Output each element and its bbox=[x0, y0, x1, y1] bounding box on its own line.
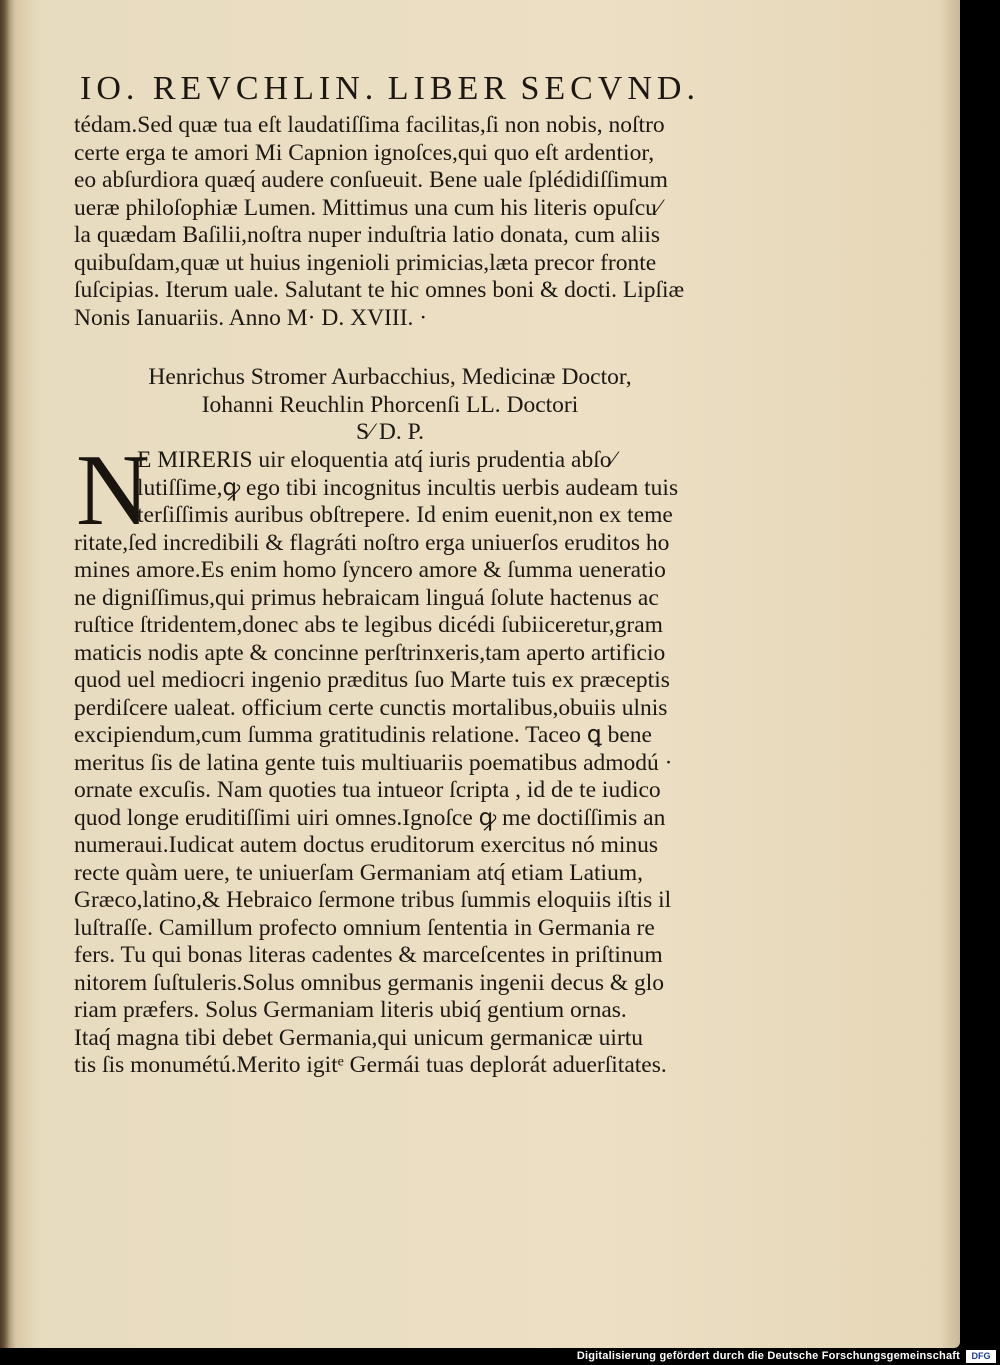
text-line: tis ſis monumétú.Merito igitᵉ Germái tuas deplorát aduerſitates. bbox=[74, 1052, 667, 1078]
text-line: luſtraſſe. Camillum profecto omnium ſententia in Germania re bbox=[74, 914, 655, 941]
text-line: mines amore.Es enim homo ſyncero amore & ſumma ueneratio bbox=[74, 557, 666, 583]
text-line: la quædam Baſilii,noſtra nuper induſtria latio donata, cum aliis bbox=[74, 222, 661, 248]
text-line: eo abſurdiora quæq́ audere conſueuit. Bene uale ſplédidiſſimum bbox=[74, 167, 668, 193]
text-line: tédam.Sed quæ tua eſt laudatiſſima facilitas,ſi non nobis, noſtro bbox=[74, 112, 665, 138]
letter-heading bbox=[110, 364, 670, 447]
text-line: perdiſcere ualeat. officium certe cunctis mortalibus,obuiis ulnis bbox=[74, 694, 668, 721]
page-edge-shadow bbox=[938, 0, 960, 1348]
text-line: quibuſdam,quæ ut huius ingenioli primicias,læta precor fronte bbox=[74, 249, 657, 276]
text-line: ne digniſſimus,qui primus hebraicam linguá ſolute hactenus ac bbox=[74, 584, 659, 611]
funding-notice: Digitalisierung gefördert durch die Deutsche Forschungsgemeinschaft bbox=[576, 1350, 960, 1362]
dfg-logo: DFG bbox=[966, 1350, 996, 1363]
text-line: lutiſſime,ꝙ ego tibi incognitus incultis uerbis audeam tuis bbox=[137, 474, 679, 501]
header-book-number: SECVND. bbox=[520, 70, 700, 107]
text-line: ſuſcipias. Iterum uale. Salutant te hic omnes boni & docti. Lipſiæ bbox=[74, 277, 685, 303]
text-line: recte quàm uere, te uniuerſam Germaniam atq́ etiam Latium, bbox=[74, 859, 643, 886]
text-line: maticis nodis apte & concinne perſtrinxeris,tam aperto artificio bbox=[74, 639, 666, 666]
text-line: numeraui.Iudicat autem doctus eruditorum exercitus nó minus bbox=[74, 832, 659, 858]
heading-line: Henrichus Stromer Aurbacchius, Medicinæ Doctor, bbox=[148, 364, 632, 390]
running-header bbox=[80, 70, 700, 108]
text-line: ornate excuſis. Nam quoties tua intueor ſcripta , id de te iudico bbox=[74, 777, 661, 803]
letter-ending bbox=[74, 112, 714, 332]
header-liber: LIBER bbox=[387, 70, 511, 107]
text-line: ruſtice ſtridentem,donec abs te legibus dicédi ſubiiceretur,gram bbox=[74, 612, 663, 638]
text-line: ueræ philoſophiæ Lumen. Mittimus una cum his literis opuſcu⁄ bbox=[74, 194, 661, 221]
text-line: quod uel mediocri ingenio præditus ſuo Marte tuis ex præceptis bbox=[74, 667, 670, 693]
heading-line: Iohanni Reuchlin Phorcenſi LL. Doctori bbox=[201, 391, 579, 418]
text-line: Nonis Ianuariis. Anno M· D. XVIII. · bbox=[74, 304, 428, 331]
text-line: quod longe eruditiſſimi uiri omnes.Ignoſce ꝙ me doctiſſimis an bbox=[74, 804, 666, 831]
book-spine-shadow bbox=[0, 0, 10, 1348]
text-line: Græco,latino,& Hebraico ſermone tribus ſummis eloquiis iſtis il bbox=[74, 887, 672, 913]
text-line: terſiſſimis auribus obſtrepere. Id enim euenit,non ex teme bbox=[137, 502, 673, 528]
text-line: riam præfers. Solus Germaniam literis ubiq́ gentium ornas. bbox=[74, 997, 627, 1023]
text-line: Itaq́ magna tibi debet Germania,qui unicum germanicæ uirtu bbox=[74, 1024, 644, 1051]
text-line: certe erga te amori Mi Capnion ignoſces,qui quo eſt ardentior, bbox=[74, 139, 655, 166]
digitization-footer bbox=[0, 1348, 1000, 1365]
text-line: fers. Tu qui bonas literas cadentes & marceſcentes in priſtinum bbox=[74, 942, 663, 968]
text-line: ritate,ſed incredibili & flagráti noſtro erga uniuerſos eruditos ho bbox=[74, 529, 670, 556]
letter-body bbox=[74, 447, 714, 1080]
heading-line: S⁄ D. P. bbox=[356, 419, 424, 445]
text-line: meritus ſis de latina gente tuis multiuariis poematibus admodú · bbox=[74, 749, 673, 776]
header-author: IO. REVCHLIN. bbox=[80, 70, 379, 107]
text-line: nitorem ſuſtuleris.Solus omnibus germanis ingenii decus & glo bbox=[74, 969, 665, 996]
text-line: E MIRERIS uir eloquentia atq́ iuris prudentia abſo⁄ bbox=[137, 447, 616, 473]
text-line: excipiendum,cum ſumma gratitudinis relatione. Taceo ꝗ bene bbox=[74, 722, 652, 748]
drop-capital: N bbox=[76, 434, 150, 547]
